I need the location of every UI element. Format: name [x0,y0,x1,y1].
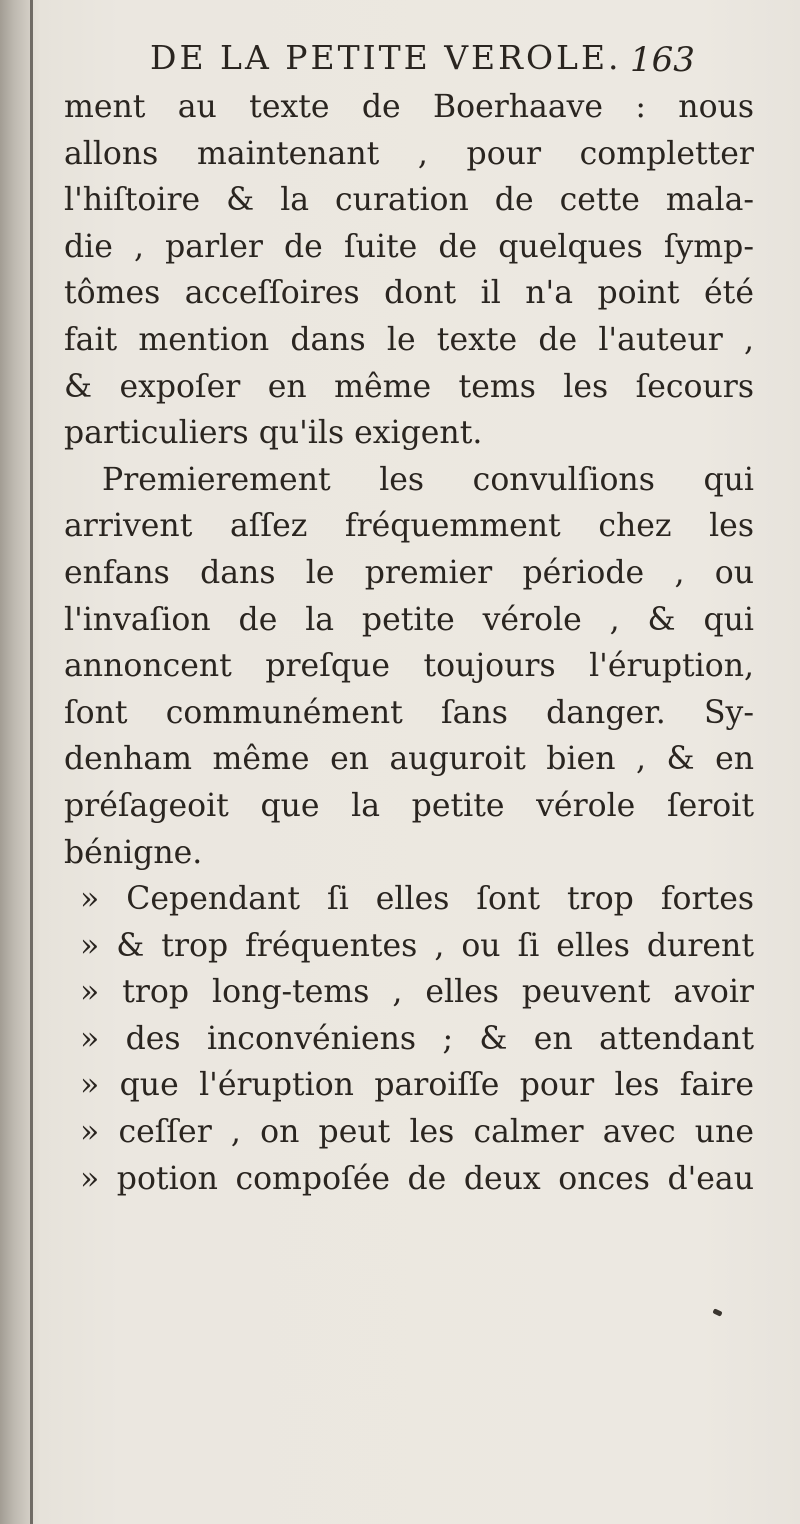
body-text [64,84,754,1202]
text-line: annoncent preſque toujours l'éruption, [64,648,754,685]
running-head: DE LA PETITE VEROLE. [150,38,622,77]
text-line: préſageoit que la petite vérole ſeroit [64,787,754,824]
text-line: allons maintenant , pour completter [64,135,754,172]
text-line: fait mention dans le texte de l'auteur , [64,321,754,358]
text-line: die , parler de ſuite de quelques ſymp- [64,228,754,265]
text-line: tômes acceſſoires dont il n'a point été [64,275,754,312]
text-line: » trop long-tems , elles peuvent avoir [80,974,754,1011]
text-line: » ceſſer , on peut les calmer avec une [80,1114,754,1151]
text-line: ſont communément ſans danger. Sy- [64,694,754,731]
text-line: & expoſer en même tems les ſecours [64,368,754,405]
text-line: » Cependant ſi elles ſont trop fortes [80,881,754,918]
text-line: particuliers qu'ils exigent. [64,415,483,452]
text-line: bénigne. [64,834,203,871]
text-line: arrivent aſſez fréquemment chez les [64,508,754,545]
binding-edge [30,0,33,1524]
text-line: enfans dans le premier période , ou [64,554,754,591]
text-line: » potion compoſée de deux onces d'eau [80,1160,754,1197]
page-header [60,38,760,88]
text-line: ment au texte de Boerhaave : nous [64,89,754,125]
text-line: l'invaſion de la petite vérole , & qui [64,601,754,638]
text-line: » que l'éruption paroiſſe pour les faire [80,1067,754,1104]
ink-speck [712,1308,722,1316]
text-line: l'hiſtoire & la curation de cette mala- [64,182,754,219]
text-line: Premierement les convulſions qui [102,461,754,498]
page-number: 163 [630,40,695,80]
text-line: » & trop fréquentes , ou ſi elles durent [80,927,754,964]
text-line: denham même en auguroit bien , & en [64,741,754,778]
gutter-shadow [0,0,30,1524]
text-line: » des inconvéniens ; & en attendant [80,1020,754,1057]
